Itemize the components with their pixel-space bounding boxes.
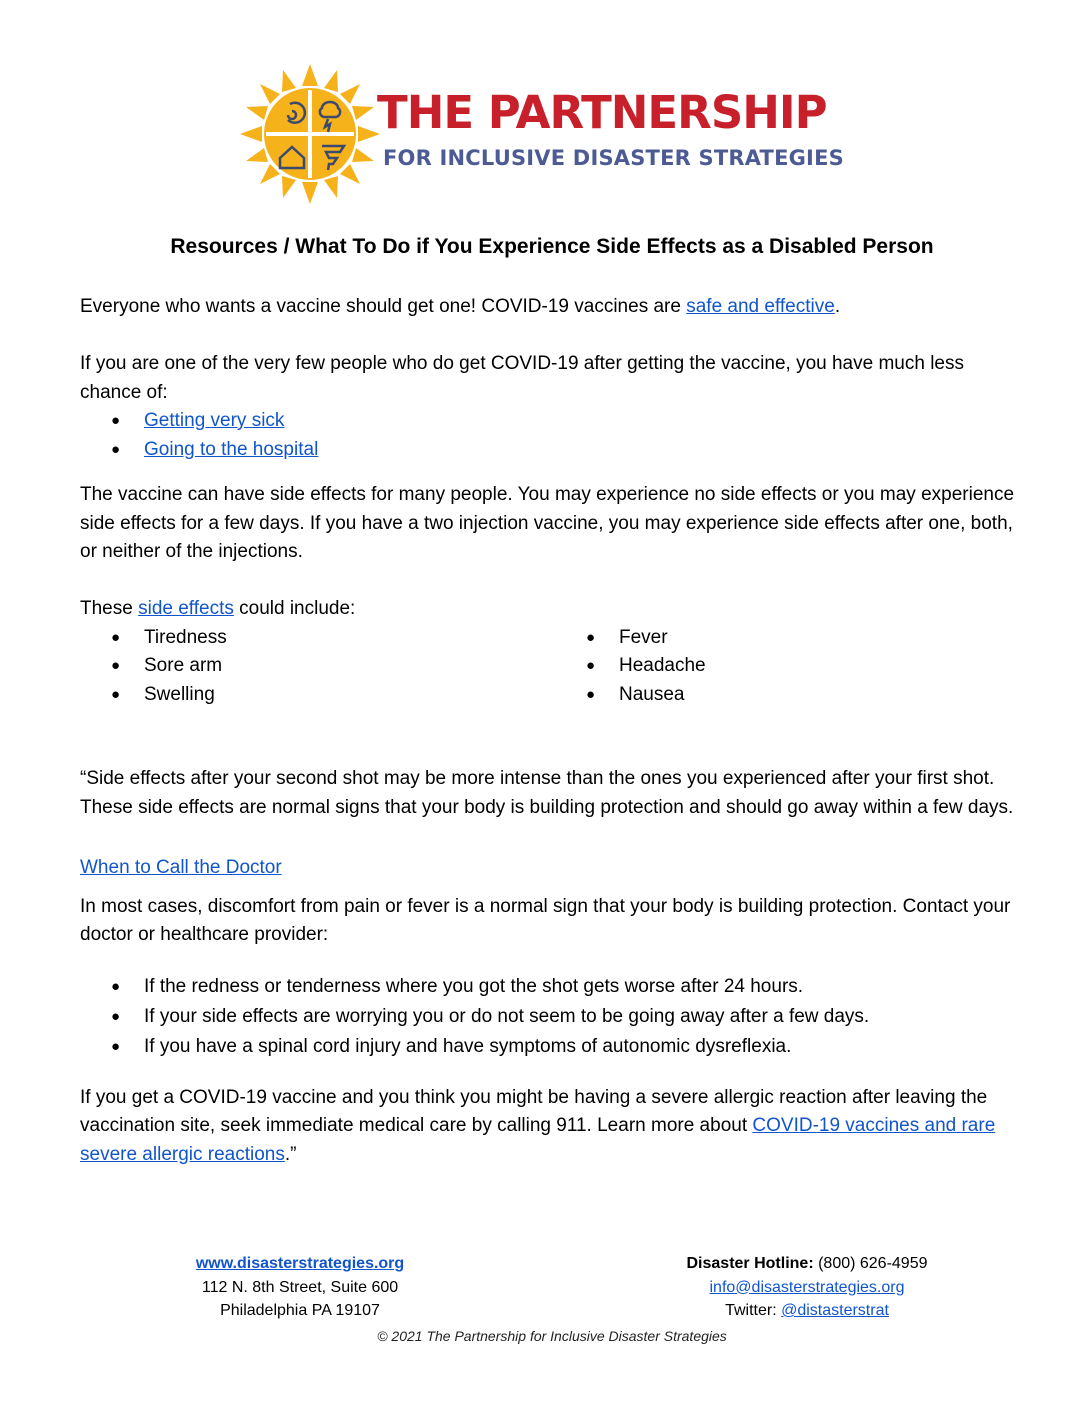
side-effects-columns	[80, 624, 1030, 710]
list-item: ● Tiredness	[80, 624, 555, 653]
list-item: ● Sore arm	[80, 652, 555, 681]
organization-logo	[240, 64, 860, 204]
allergy-paragraph	[80, 1084, 1030, 1170]
going-to-hospital-link[interactable]: Going to the hospital	[144, 438, 319, 460]
side-effects-list-right	[555, 624, 1030, 710]
list-item: ● Nausea	[555, 681, 1030, 710]
hotline-label: Disaster Hotline:	[686, 1255, 814, 1272]
twitter-label: Twitter:	[725, 1302, 782, 1319]
safe-and-effective-link[interactable]: safe and effective	[686, 296, 835, 317]
intro-paragraph	[80, 293, 1030, 322]
doctor-list	[80, 972, 1030, 1062]
these-before: These	[80, 598, 139, 619]
quote-paragraph: “Side effects after your second shot may be more intense than the ones you experienced after your first shot. These side effects are normal signs that your body is building protection and should go away within a few days.	[80, 768, 1014, 818]
document-body	[80, 293, 1030, 1169]
logo-subtitle: FOR INCLUSIVE DISASTER STRATEGIES	[383, 146, 844, 170]
list-item: ● If your side effects are worrying you or do not seem to be going away after a few days.	[80, 1002, 1030, 1032]
list-item	[80, 407, 1030, 436]
side-effects-paragraph: The vaccine can have side effects for many people. You may experience no side effects or you may experience side effects for a few days. If you have a two injection vaccine, you may experience side effects after one, both, or neither of the injections.	[80, 484, 1015, 562]
address-line-2: Philadelphia PA 19107	[220, 1302, 380, 1319]
list-item: ● Headache	[555, 652, 1030, 681]
list-item: ● Swelling	[80, 681, 555, 710]
doctor-paragraph: In most cases, discomfort from pain or fever is a normal sign that your body is building protection. Contact your doctor or healthcare provider:	[80, 895, 1011, 945]
allergic-reactions-link[interactable]: COVID-19 vaccines and rare severe allergic reactions	[80, 1115, 996, 1165]
chance-paragraph: If you are one of the very few people who do get COVID-19 after getting the vaccine, you have much less chance of:	[80, 353, 965, 403]
these-side-effects-line	[80, 595, 1030, 624]
when-to-call-doctor-link[interactable]: When to Call the Doctor	[80, 857, 282, 878]
list-item	[80, 436, 1030, 465]
side-effects-list-left	[80, 624, 555, 710]
website-link[interactable]: www.disasterstrategies.org	[195, 1255, 405, 1272]
address-line-1: 112 N. 8th Street, Suite 600	[201, 1278, 399, 1296]
email-link[interactable]: info@disasterstrategies.org	[709, 1278, 905, 1296]
footer-address-block	[100, 1252, 500, 1323]
list-item: ● If the redness or tenderness where you got the shot gets worse after 24 hours.	[80, 972, 1030, 1002]
hotline-number: (800) 626-4959	[813, 1255, 928, 1272]
chance-list	[80, 407, 1030, 464]
these-after: could include:	[233, 598, 356, 619]
copyright-text: © 2021 The Partnership for Inclusive Disaster Strategies	[377, 1328, 727, 1344]
sun-logo-icon	[240, 64, 380, 204]
allergy-text: If you get a COVID-19 vaccine and you think you might be having a severe allergic reaction after leaving the vaccination site, seek immediate medical care by calling 911. Learn more about	[80, 1086, 988, 1136]
intro-end: .	[834, 296, 841, 317]
getting-very-sick-link[interactable]: Getting very sick	[144, 410, 285, 431]
twitter-link[interactable]: @distasterstrat	[781, 1302, 889, 1319]
footer-contact-block	[607, 1252, 1007, 1323]
list-item: ● If you have a spinal cord injury and have symptoms of autonomic dysreflexia.	[80, 1032, 1030, 1062]
side-effects-link[interactable]: side effects	[138, 598, 234, 619]
page-title: Resources / What To Do if You Experience Side Effects as a Disabled Person	[170, 235, 934, 258]
intro-text: Everyone who wants a vaccine should get one! COVID-19 vaccines are	[80, 296, 687, 317]
list-item: ● Fever	[555, 624, 1030, 653]
allergy-end: .”	[284, 1143, 297, 1165]
doctor-heading	[80, 854, 1030, 883]
logo-title: THE PARTNERSHIP	[377, 86, 827, 139]
